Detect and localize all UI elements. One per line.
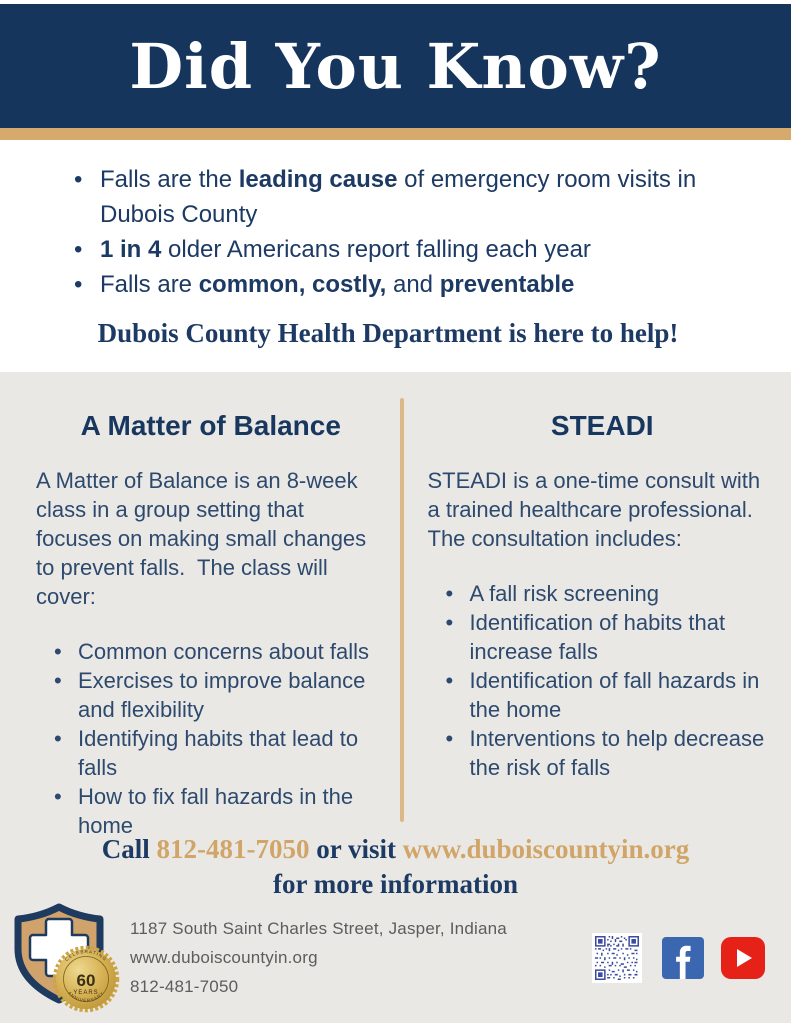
facebook-icon[interactable]	[662, 937, 704, 979]
svg-text:ANNIVERSARY: ANNIVERSARY	[66, 989, 106, 1003]
programs-columns	[0, 372, 791, 838]
anniversary-badge	[55, 948, 117, 1010]
program-description-balance: A Matter of Balance is an 8-week class in a group setting that focuses on making small changes to prevent falls. The class will cover:	[36, 468, 373, 609]
play-icon	[737, 949, 752, 967]
youtube-icon[interactable]	[721, 937, 765, 979]
footer-address-block	[130, 914, 507, 1001]
website-link[interactable]: www.duboiscountyin.org	[402, 834, 690, 864]
footer-address: 1187 South Saint Charles Street, Jasper, Indiana	[130, 919, 507, 938]
footer-website[interactable]: www.duboiscountyin.org	[130, 948, 318, 967]
shield-and-badge-graphic	[12, 903, 120, 1013]
phone-link[interactable]: 812-481-7050	[156, 834, 310, 864]
gold-divider-band	[0, 128, 791, 140]
program-title-balance: A Matter of Balance	[80, 410, 341, 441]
program-bullet: • Exercises to improve balance and flexibility	[52, 666, 386, 724]
svg-text:CELEBRATING: CELEBRATING	[63, 948, 109, 962]
program-bullet: • A fall risk screening	[444, 579, 778, 608]
program-title-steadi: STEADI	[550, 410, 654, 441]
svg-text:60: 60	[76, 970, 96, 990]
program-bullet-list-steadi	[428, 579, 778, 782]
fact-item-1: • Falls are the leading cause of emergency room visits in Dubois County	[70, 162, 706, 232]
fact-item-2: • 1 in 4 older Americans report falling each year	[70, 232, 706, 267]
program-bullet: • How to fix fall hazards in the home	[52, 782, 386, 840]
programs-and-footer-section	[0, 372, 791, 1023]
header-banner	[0, 4, 791, 128]
health-department-logo	[12, 903, 120, 1013]
fact-list	[70, 162, 706, 302]
program-description-steadi: STEADI is a one-time consult with a trained healthcare professional. The consultation includes:	[427, 468, 767, 551]
contact-line: Call 812-481-7050 or visit www.duboiscountyin.org	[101, 834, 690, 864]
svg-text:YEARS: YEARS	[73, 989, 99, 996]
program-steadi	[404, 398, 791, 830]
program-bullet: • Identifying habits that lead to falls	[52, 724, 386, 782]
footer-phone: 812-481-7050	[130, 977, 239, 996]
page-title: Did You Know?	[129, 29, 662, 103]
program-bullet: • Common concerns about falls	[52, 637, 386, 666]
program-matter-of-balance	[0, 398, 400, 838]
program-bullet-list-balance	[36, 637, 386, 840]
intro-section	[0, 140, 791, 372]
contact-line-2: for more information	[273, 869, 518, 899]
footer	[0, 900, 791, 1023]
contact-section	[0, 830, 791, 900]
program-bullet: • Interventions to help decrease the risk of falls	[444, 724, 778, 782]
tagline: Dubois County Health Department is here to help!	[97, 318, 679, 348]
program-bullet: • Identification of habits that increase falls	[444, 608, 778, 666]
fact-item-3: • Falls are common, costly, and preventable	[70, 267, 706, 302]
qr-code[interactable]	[592, 933, 642, 983]
program-bullet: • Identification of fall hazards in the home	[444, 666, 778, 724]
